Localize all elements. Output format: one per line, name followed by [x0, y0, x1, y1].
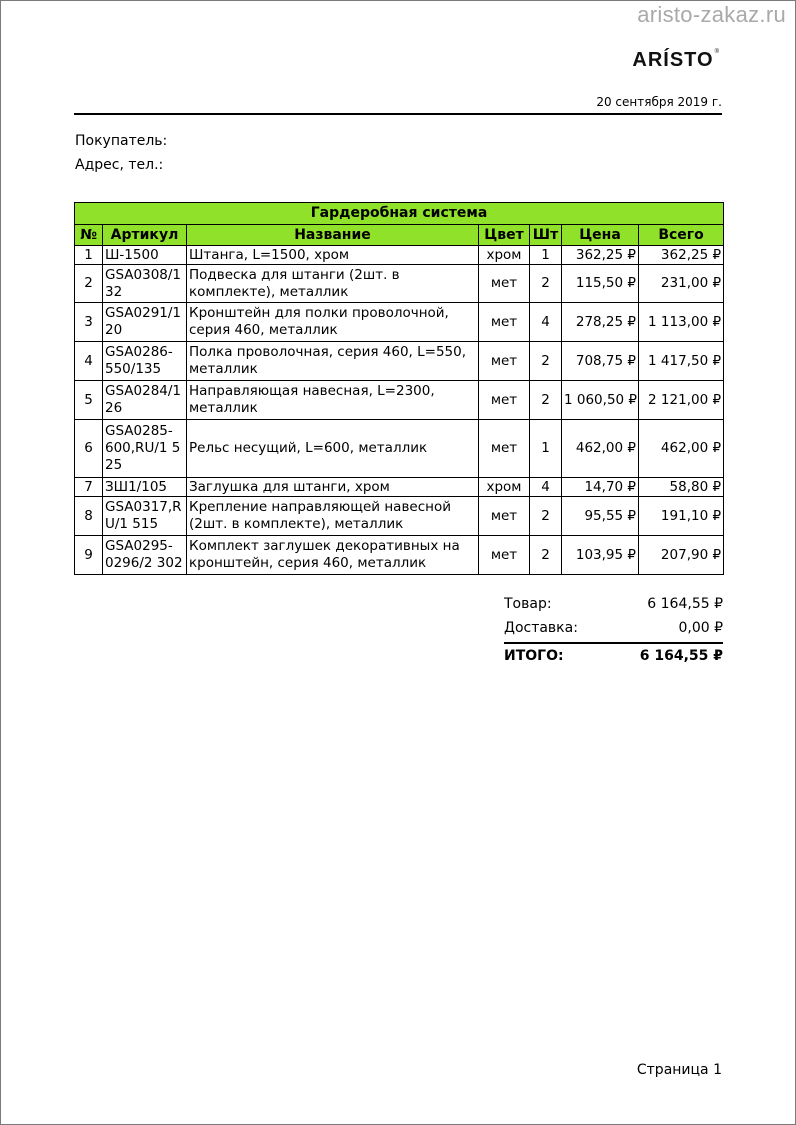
- delivery-label: Доставка:: [504, 620, 578, 636]
- row-name: Полка проволочная, серия 460, L=550, металлик: [187, 342, 479, 381]
- row-qty: 1: [530, 420, 562, 478]
- row-number: 3: [75, 303, 103, 342]
- row-color: мет: [479, 536, 530, 575]
- table-row: [75, 342, 724, 381]
- row-total: 1 417,50 ₽: [639, 342, 724, 381]
- row-name: Направляющая навесная, L=2300, металлик: [187, 381, 479, 420]
- row-price: 362,25 ₽: [562, 246, 639, 265]
- grand-total-row: [504, 642, 723, 668]
- table-title: Гардеробная система: [75, 203, 724, 225]
- row-total: 58,80 ₽: [639, 478, 724, 497]
- column-header-article: Артикул: [103, 225, 187, 246]
- row-price: 95,55 ₽: [562, 497, 639, 536]
- delivery-value: 0,00 ₽: [678, 620, 723, 636]
- row-article: Ш-1500: [103, 246, 187, 265]
- table-row: [75, 265, 724, 303]
- row-name: Комплект заглушек декоративных на кронштейн, серия 460, металлик: [187, 536, 479, 575]
- row-qty: 2: [530, 536, 562, 575]
- row-total: 1 113,00 ₽: [639, 303, 724, 342]
- table-row: [75, 246, 724, 265]
- row-qty: 4: [530, 303, 562, 342]
- document-date: 20 сентября 2019 г.: [596, 95, 722, 109]
- registered-mark-icon: ®: [714, 49, 720, 55]
- row-qty: 2: [530, 265, 562, 303]
- column-header-color: Цвет: [479, 225, 530, 246]
- row-name: Заглушка для штанги, хром: [187, 478, 479, 497]
- row-total: 462,00 ₽: [639, 420, 724, 478]
- row-article: GSA0286- 550/135: [103, 342, 187, 381]
- row-qty: 1: [530, 246, 562, 265]
- column-header-number: №: [75, 225, 103, 246]
- table-row: [75, 497, 724, 536]
- row-price: 278,25 ₽: [562, 303, 639, 342]
- row-price: 708,75 ₽: [562, 342, 639, 381]
- row-name: Штанга, L=1500, хром: [187, 246, 479, 265]
- row-color: мет: [479, 303, 530, 342]
- address-label: Адрес, тел.:: [75, 157, 164, 173]
- row-article: GSA0308/1 32: [103, 265, 187, 303]
- row-number: 2: [75, 265, 103, 303]
- delivery-row: [504, 616, 723, 640]
- row-total: 191,10 ₽: [639, 497, 724, 536]
- totals-block: [504, 592, 723, 668]
- table-header-row: [75, 225, 724, 246]
- row-name: Крепление направляющей навесной (2шт. в комплекте), металлик: [187, 497, 479, 536]
- row-color: хром: [479, 246, 530, 265]
- row-price: 462,00 ₽: [562, 420, 639, 478]
- row-name: Подвеска для штанги (2шт. в комплекте), металлик: [187, 265, 479, 303]
- row-number: 7: [75, 478, 103, 497]
- row-article: GSA0317,R U/1 515: [103, 497, 187, 536]
- order-table: [74, 202, 724, 575]
- row-color: мет: [479, 420, 530, 478]
- row-total: 231,00 ₽: [639, 265, 724, 303]
- table-row: [75, 536, 724, 575]
- row-name: Кронштейн для полки проволочной, серия 460, металлик: [187, 303, 479, 342]
- table-row: [75, 303, 724, 342]
- row-total: 362,25 ₽: [639, 246, 724, 265]
- row-number: 1: [75, 246, 103, 265]
- row-qty: 2: [530, 497, 562, 536]
- grand-total-value: 6 164,55 ₽: [639, 648, 723, 664]
- column-header-total: Всего: [639, 225, 724, 246]
- row-article: ЗШ1/105: [103, 478, 187, 497]
- header-divider: [74, 113, 722, 115]
- column-header-qty: Шт: [530, 225, 562, 246]
- table-row: [75, 420, 724, 478]
- row-article: GSA0291/1 20: [103, 303, 187, 342]
- row-color: хром: [479, 478, 530, 497]
- row-qty: 2: [530, 342, 562, 381]
- company-logo: [632, 49, 720, 72]
- row-color: мет: [479, 497, 530, 536]
- row-number: 5: [75, 381, 103, 420]
- row-name: Рельс несущий, L=600, металлик: [187, 420, 479, 478]
- buyer-label: Покупатель:: [75, 133, 168, 149]
- row-number: 8: [75, 497, 103, 536]
- row-number: 9: [75, 536, 103, 575]
- row-price: 103,95 ₽: [562, 536, 639, 575]
- row-price: 1 060,50 ₽: [562, 381, 639, 420]
- goods-subtotal-row: [504, 592, 723, 616]
- row-article: GSA0295- 0296/2 302: [103, 536, 187, 575]
- row-total: 207,90 ₽: [639, 536, 724, 575]
- goods-subtotal-value: 6 164,55 ₽: [647, 596, 723, 612]
- row-article: GSA0285- 600,RU/1 5 25: [103, 420, 187, 478]
- column-header-name: Название: [187, 225, 479, 246]
- logo-text: ARÍSTO: [632, 49, 714, 71]
- grand-total-label: ИТОГО:: [504, 648, 564, 664]
- row-color: мет: [479, 381, 530, 420]
- goods-subtotal-label: Товар:: [504, 596, 552, 612]
- row-total: 2 121,00 ₽: [639, 381, 724, 420]
- row-number: 6: [75, 420, 103, 478]
- column-header-price: Цена: [562, 225, 639, 246]
- table-row: [75, 478, 724, 497]
- page-number: Страница 1: [636, 1062, 722, 1078]
- row-color: мет: [479, 265, 530, 303]
- row-number: 4: [75, 342, 103, 381]
- row-color: мет: [479, 342, 530, 381]
- row-price: 14,70 ₽: [562, 478, 639, 497]
- table-row: [75, 381, 724, 420]
- row-qty: 2: [530, 381, 562, 420]
- row-article: GSA0284/1 26: [103, 381, 187, 420]
- row-price: 115,50 ₽: [562, 265, 639, 303]
- row-qty: 4: [530, 478, 562, 497]
- site-watermark: aristo-zakaz.ru: [637, 2, 786, 27]
